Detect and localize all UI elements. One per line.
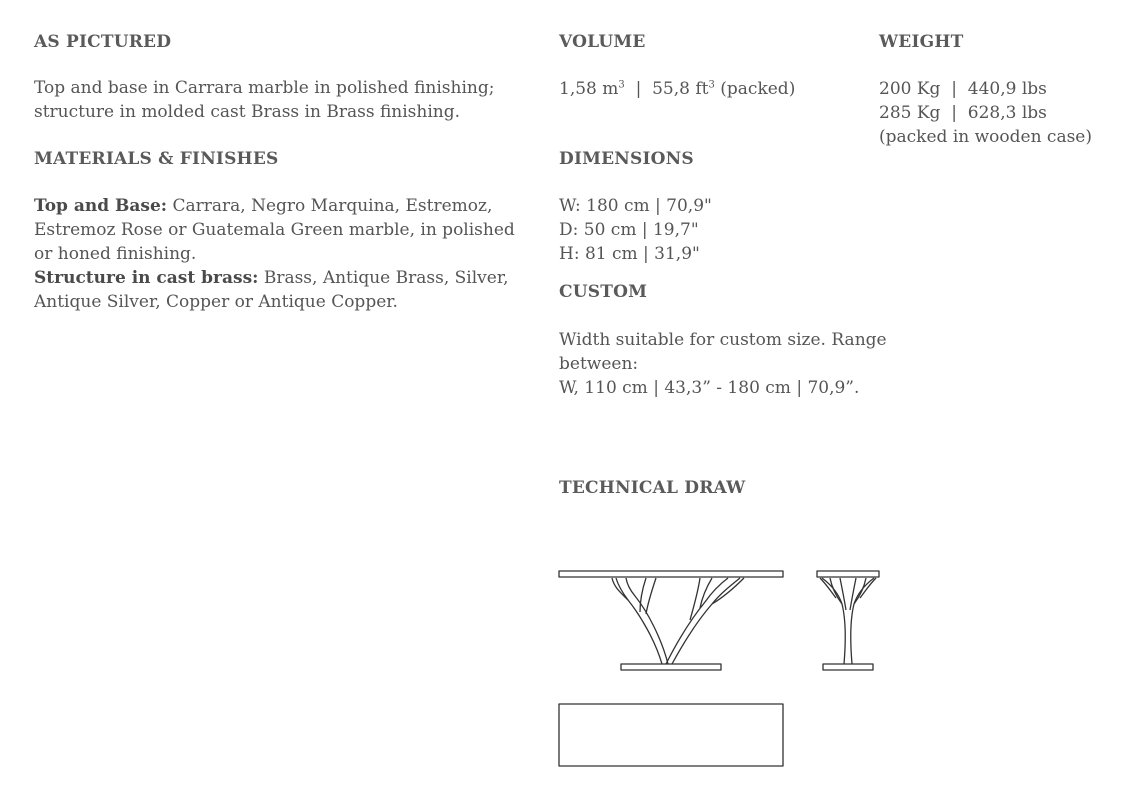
- front-elevation-drawing: [559, 571, 783, 670]
- as-pictured-heading: AS PICTURED: [34, 32, 172, 52]
- weight-heading: WEIGHT: [879, 32, 964, 52]
- front-base: [621, 664, 721, 670]
- volume-ft3: | 55,8 ft: [624, 79, 709, 99]
- weight-line: 200 Kg | 440,9 lbs: [879, 79, 1047, 99]
- structure-values: Brass, Antique Brass, Silver,: [258, 268, 509, 288]
- materials-line: Estremoz Rose or Guatemala Green marble, in polished: [34, 220, 515, 240]
- dimensions-heading: DIMENSIONS: [559, 149, 694, 169]
- custom-line: between:: [559, 354, 639, 374]
- top-base-values: Carrara, Negro Marquina, Estremoz,: [167, 196, 493, 216]
- top-base-label: Top and Base:: [34, 196, 168, 216]
- side-tabletop: [817, 571, 879, 577]
- volume-m3-exp: 3: [618, 79, 625, 91]
- dimension-depth: D: 50 cm | 19,7": [559, 220, 699, 240]
- as-pictured-line: structure in molded cast Brass in Brass finishing.: [34, 102, 461, 122]
- volume-m3: 1,58 m: [559, 79, 619, 99]
- weight-line: (packed in wooden case): [879, 127, 1092, 147]
- front-tabletop: [559, 571, 783, 577]
- volume-suffix: (packed): [714, 79, 796, 99]
- dimension-height: H: 81 cm | 31,9": [559, 244, 700, 264]
- front-branch-left: [616, 578, 662, 664]
- dimension-width: W: 180 cm | 70,9": [559, 196, 712, 216]
- structure-label: Structure in cast brass:: [34, 268, 259, 288]
- materials-line: Antique Silver, Copper or Antique Copper.: [34, 292, 398, 312]
- custom-line: W, 110 cm | 43,3” - 180 cm | 70,9”.: [559, 378, 860, 398]
- volume-heading: VOLUME: [559, 32, 646, 52]
- custom-heading: CUSTOM: [559, 282, 648, 302]
- materials-line: or honed finishing.: [34, 244, 197, 264]
- as-pictured-line: Top and base in Carrara marble in polished finishing;: [34, 78, 495, 98]
- plan-view-drawing: [559, 704, 783, 766]
- side-elevation-drawing: [817, 571, 879, 670]
- technical-draw-heading: TECHNICAL DRAW: [559, 478, 746, 498]
- weight-line: 285 Kg | 628,3 lbs: [879, 103, 1047, 123]
- volume-ft3-exp: 3: [708, 79, 715, 91]
- custom-line: Width suitable for custom size. Range: [559, 330, 887, 350]
- side-base: [823, 664, 873, 670]
- materials-heading: MATERIALS & FINISHES: [34, 149, 279, 169]
